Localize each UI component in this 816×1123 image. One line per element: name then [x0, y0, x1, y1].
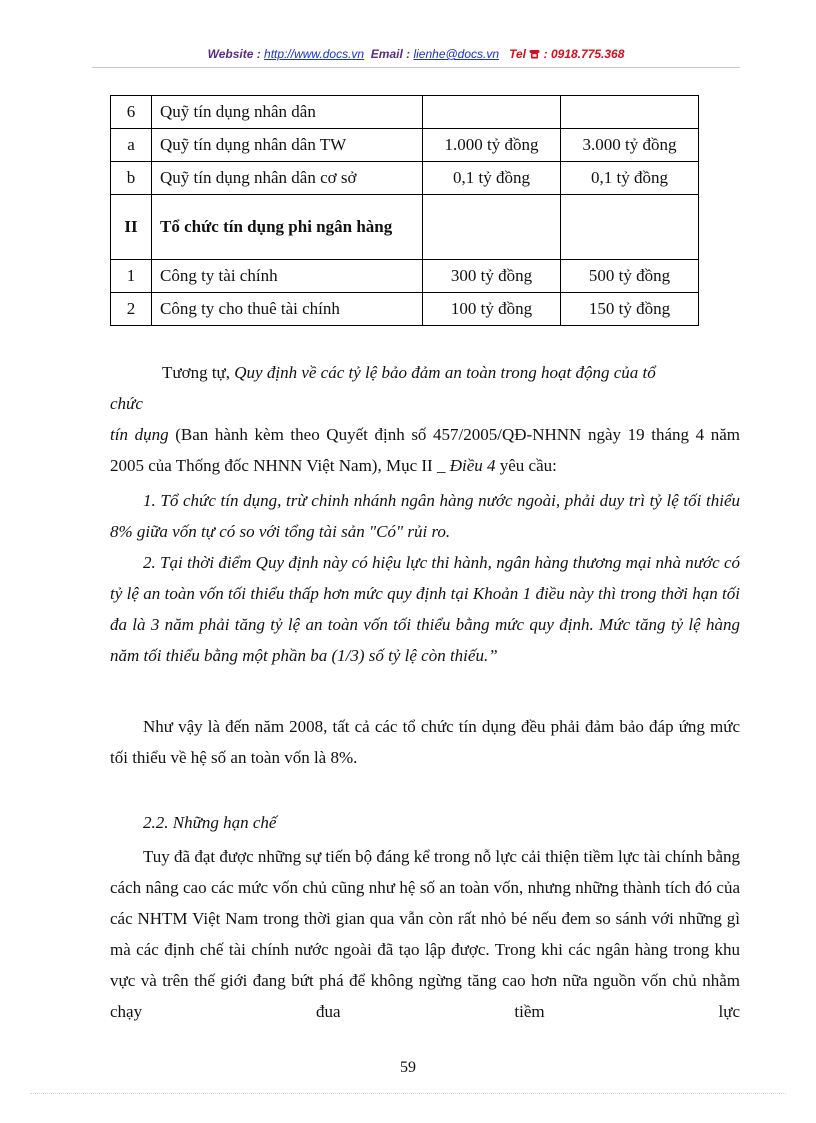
table-row: [111, 260, 699, 293]
conclusion-text: Như vậy là đến năm 2008, tất cả các tổ chức tín dụng đều phải đảm bảo đáp ứng mức tối thiểu về hệ số an toàn vốn là 8%.: [110, 717, 740, 767]
regulation-title: Quy định về các tỷ lệ bảo đảm an toàn trong hoạt động của tổ: [234, 363, 656, 382]
row-name: Quỹ tín dụng nhân dân TW: [152, 129, 423, 162]
quote-item-2: 2. Tại thời điểm Quy định này có hiệu lực thi hành, ngân hàng thương mại nhà nước có tỷ lệ an toàn vốn tối thiểu thấp hơn mức quy định tại Khoản 1 điều này thì trong thời hạn tối đa là 3 năm phải tăng tỷ lệ an toàn vốn tối thiểu bằng mức quy định. Mức tăng tỷ lệ hàng năm tối thiểu bằng một phần ba (1/3) số tỷ lệ còn thiếu.”: [110, 553, 740, 665]
row-number: 6: [111, 96, 152, 129]
quote-block: [110, 485, 740, 671]
row-value-1: 0,1 tỷ đồng: [423, 162, 561, 195]
row-value-2: 500 tỷ đồng: [561, 260, 699, 293]
row-name: Quỹ tín dụng nhân dân cơ sở: [152, 162, 423, 195]
row-number: 1: [111, 260, 152, 293]
footer-divider: [30, 1093, 786, 1094]
row-value-1: [423, 195, 561, 260]
page-header: [92, 47, 740, 61]
website-link[interactable]: http://www.docs.vn: [264, 47, 365, 61]
table-row: [111, 293, 699, 326]
email-link[interactable]: lienhe@docs.vn: [413, 47, 500, 61]
row-name: Công ty cho thuê tài chính: [152, 293, 423, 326]
row-value-2: [561, 96, 699, 129]
table-row: [111, 96, 699, 129]
article-ref: Điều 4: [449, 456, 496, 475]
table-row: [111, 129, 699, 162]
row-value-2: [561, 195, 699, 260]
row-value-2: 0,1 tỷ đồng: [561, 162, 699, 195]
row-value-2: 3.000 tỷ đồng: [561, 129, 699, 162]
row-number: b: [111, 162, 152, 195]
intro-paragraph: [110, 357, 740, 481]
capital-table: [110, 95, 699, 326]
row-value-2: 150 tỷ đồng: [561, 293, 699, 326]
email-label: Email :: [370, 47, 411, 61]
intro-line-3: [110, 419, 740, 481]
table-row: [111, 195, 699, 260]
row-number: II: [111, 195, 152, 260]
website-label: Website :: [207, 47, 261, 61]
phone-icon: [529, 47, 543, 61]
limitations-text: Tuy đã đạt được những sự tiến bộ đáng kể trong nỗ lực cải thiện tiềm lực tài chính bằng cách nâng cao các mức vốn chủ cũng như hệ số an toàn vốn, nhưng những thành tích đó của các NHTM Việt Nam trong thời gian qua vẫn còn rất nhỏ bé nếu đem so sánh với những gì mà các định chế tài chính nước ngoài đã tạo lập được. Trong khi các ngân hàng trong khu vực và trên thế giới đang bứt phá để không ngừng tăng cao hơn nữa nguồn vốn chủ nhằm chạy đua tiềm lực: [110, 847, 740, 1021]
row-number: a: [111, 129, 152, 162]
row-value-1: [423, 96, 561, 129]
tel-value: : 0918.775.368: [543, 47, 625, 61]
row-value-1: 1.000 tỷ đồng: [423, 129, 561, 162]
row-number: 2: [111, 293, 152, 326]
row-name: Công ty tài chính: [152, 260, 423, 293]
header-divider: [92, 67, 740, 68]
section-heading: 2.2. Những hạn chế: [143, 813, 277, 832]
regulation-title-cont: chức: [110, 394, 143, 413]
intro-line-1: [110, 357, 740, 388]
row-value-1: 100 tỷ đồng: [423, 293, 561, 326]
limitations-paragraph: [110, 841, 740, 1027]
intro-end: yêu cầu:: [499, 456, 557, 475]
row-name: Quỹ tín dụng nhân dân: [152, 96, 423, 129]
page-number: 59: [400, 1059, 416, 1076]
tel-label: Tel: [509, 47, 526, 61]
row-name: Tổ chức tín dụng phi ngân hàng: [152, 195, 423, 260]
regulation-title-end: tín dụng: [110, 425, 169, 444]
intro-rest: (Ban hành kèm theo Quyết định số 457/2005/QĐ-NHNN ngày 19 tháng 4 năm 2005 của Thống đốc NHNN Việt Nam), Mục II _: [110, 425, 740, 475]
row-value-1: 300 tỷ đồng: [423, 260, 561, 293]
table-row: [111, 162, 699, 195]
quote-item-1: 1. Tổ chức tín dụng, trừ chinh nhánh ngân hàng nước ngoài, phải duy trì tỷ lệ tối thiểu 8% giữa vốn tự có so với tổng tài sản "Có" rủi ro.: [110, 491, 740, 541]
intro-lead: Tương tự,: [162, 363, 231, 382]
conclusion-paragraph: [110, 711, 740, 773]
